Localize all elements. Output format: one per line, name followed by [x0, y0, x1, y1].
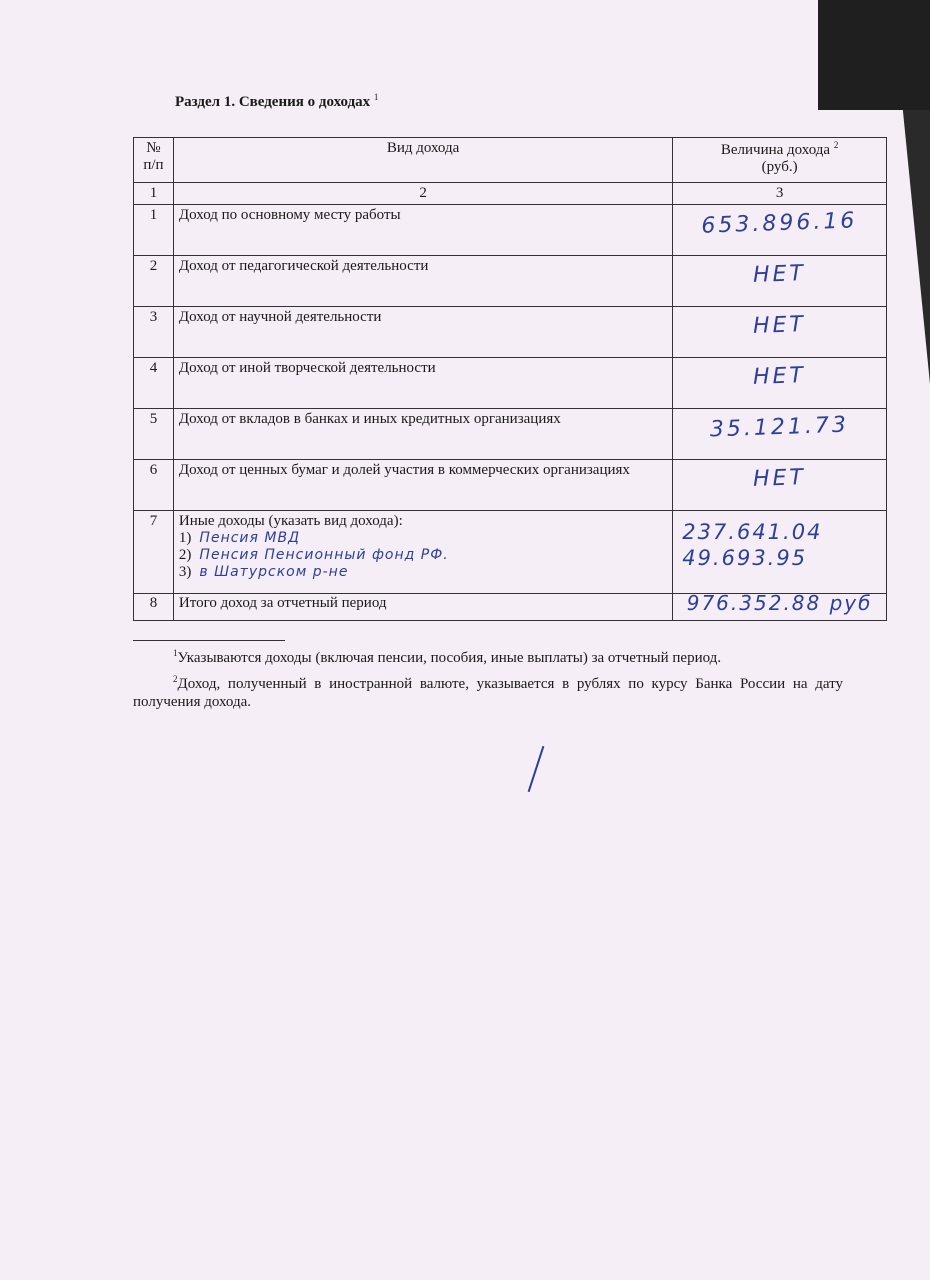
- row-num: 8: [134, 594, 174, 621]
- handwritten-value: НЕТ: [752, 261, 807, 288]
- column-number-row: [134, 183, 887, 205]
- row-value: [673, 511, 887, 594]
- handwritten-value: НЕТ: [752, 465, 807, 492]
- table-row: [134, 409, 887, 460]
- handwritten-item: Пенсия МВД: [199, 530, 301, 546]
- table-row: [134, 460, 887, 511]
- handwritten-item: Пенсия Пенсионный фонд РФ.: [199, 547, 449, 563]
- handwritten-value: НЕТ: [752, 312, 807, 339]
- row-num: 3: [134, 307, 174, 358]
- row-type: Доход от педагогической деятельности: [173, 256, 672, 307]
- row-value: [673, 307, 887, 358]
- row-num: 4: [134, 358, 174, 409]
- footnote-mark: 2: [173, 674, 178, 684]
- footnote-mark: 2: [833, 140, 839, 150]
- handwritten-value: 49.693.95: [682, 546, 808, 570]
- table-row: [134, 256, 887, 307]
- handwritten-value: 653.896.16: [701, 208, 858, 239]
- other-income-title: Иные доходы (указать вид дохода):: [178, 513, 403, 529]
- other-income-item: [179, 547, 667, 564]
- footnote-divider: [133, 640, 285, 641]
- header-type: Вид дохода: [173, 138, 672, 183]
- row-type: Доход от вкладов в банках и иных кредитных организациях: [173, 409, 672, 460]
- column-number: 1: [134, 183, 174, 205]
- header-value: [673, 138, 887, 183]
- item-label: 2): [178, 547, 192, 563]
- section-title-text: Раздел 1. Сведения о доходах: [175, 94, 371, 110]
- footnote: [133, 670, 843, 711]
- row-value: [673, 205, 887, 256]
- row-type: Итого доход за отчетный период: [173, 594, 672, 621]
- other-income-item: [179, 530, 667, 547]
- section-title: [175, 92, 378, 111]
- column-number: 3: [673, 183, 887, 205]
- handwritten-item: в Шатурском р-не: [199, 564, 349, 580]
- row-value: [673, 591, 887, 621]
- row-value: [673, 358, 887, 409]
- row-type: [173, 511, 672, 594]
- footnote: [133, 644, 843, 667]
- handwritten-value: НЕТ: [752, 363, 807, 390]
- footnote-mark: 1: [173, 648, 178, 658]
- other-income-item: [179, 564, 667, 581]
- income-table: [133, 137, 887, 621]
- table-row: [134, 358, 887, 409]
- header-value-text: Величина дохода: [720, 142, 831, 158]
- item-label: 1): [178, 530, 192, 546]
- handwritten-total: 976.352.88 руб: [686, 591, 873, 615]
- table-row: [134, 307, 887, 358]
- footnote-text: Доход, полученный в иностранной валюте, указывается в рублях по курсу Банка России на дату получения дохода.: [133, 676, 843, 710]
- row-type: Доход от иной творческой деятельности: [173, 358, 672, 409]
- other-income-values: [678, 513, 881, 571]
- handwritten-value: 35.121.73: [709, 412, 850, 443]
- folded-corner: [818, 0, 930, 110]
- row-type: Доход от научной деятельности: [173, 307, 672, 358]
- row-num: 6: [134, 460, 174, 511]
- table-header-row: [134, 138, 887, 183]
- row-value: [673, 256, 887, 307]
- table-row-other-income: [134, 511, 887, 594]
- row-num: 7: [134, 511, 174, 594]
- table-row: [134, 205, 887, 256]
- row-value: [673, 460, 887, 511]
- header-value-unit: (руб.): [761, 159, 798, 175]
- row-type: Доход от ценных бумаг и долей участия в коммерческих организациях: [173, 460, 672, 511]
- row-value: [673, 409, 887, 460]
- row-num: 2: [134, 256, 174, 307]
- item-label: 3): [178, 564, 192, 580]
- row-type: Доход по основному месту работы: [173, 205, 672, 256]
- column-number: 2: [173, 183, 672, 205]
- header-num: № п/п: [134, 138, 174, 183]
- row-num: 1: [134, 205, 174, 256]
- handwritten-value: 237.641.04: [682, 520, 823, 544]
- footnote-mark: 1: [373, 92, 379, 102]
- footnotes: [133, 644, 843, 714]
- row-num: 5: [134, 409, 174, 460]
- table-row-total: [134, 594, 887, 621]
- footnote-text: Указываются доходы (включая пенсии, пособия, иные выплаты) за отчетный период.: [177, 650, 722, 666]
